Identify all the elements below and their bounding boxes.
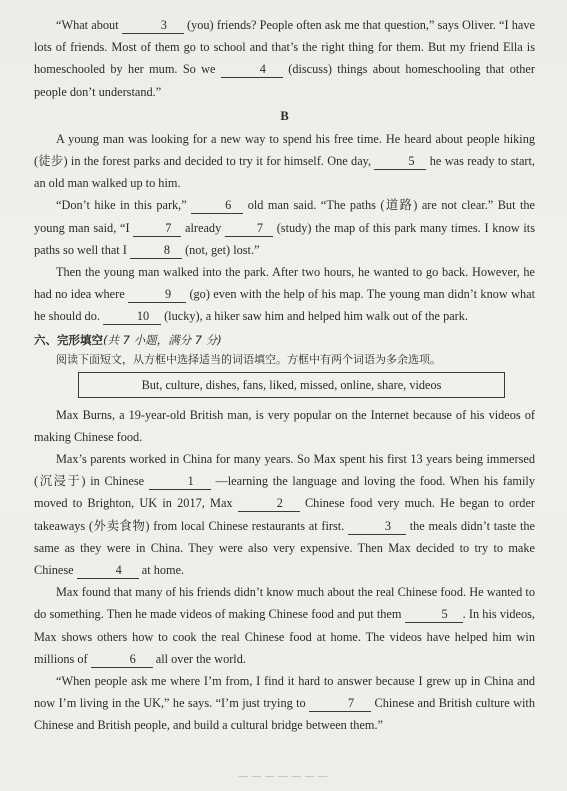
text-run: A young man was looking for a new way to spend his free time. He heard about people hiking (徒步) in the forest parks and decided to try it for himself. One day, <box>34 131 535 169</box>
section-6-heading <box>34 330 535 350</box>
cloze-blank-5[interactable]: 5 <box>405 608 463 623</box>
answer-blank-10[interactable]: 10 <box>103 310 161 325</box>
cloze-blank-6[interactable]: 6 <box>91 653 153 668</box>
answer-blank-7b[interactable]: 7 <box>225 222 273 237</box>
section-6-instructions: 阅读下面短文，从方框中选择适当的词语填空。方框中有两个词语为多余选项。 <box>56 352 441 366</box>
cloze-blank-1[interactable]: 1 <box>149 475 211 490</box>
text-run: (you) friends? People often ask me that question,” says Oliver. “I have lots of friends. Most of them go to school and that’s the right thing for them. But my friend Ella is homeschooled by her mum. So we <box>34 18 535 77</box>
passage-b-paragraph-1 <box>34 128 535 195</box>
text-run: (not, get) lost.” <box>185 242 260 257</box>
text-run: Chinese and British culture with Chinese and British people, and build a cultural bridge between them.” <box>34 696 535 733</box>
text-run: (go) even with the help of his map. The young man didn’t know what he should do. <box>34 287 536 324</box>
text-run: “When people ask me where I’m from, I find it hard to answer because I grew up in China and now I’m living in the UK,” he says. “I’m just trying to <box>34 674 535 711</box>
cloze-paragraph-4 <box>34 670 535 737</box>
text-run: “What about <box>56 18 119 32</box>
text-run: Max’s parents worked in China for many years. So Max spent his first 13 years being immersed (沉浸于) in Chinese <box>34 452 535 489</box>
cloze-blank-4[interactable]: 4 <box>77 564 139 579</box>
text-run: the meals didn’t taste the same as they were in China. They were also very expensive. Then Max decided to try to make Chinese <box>34 518 535 578</box>
answer-blank-5[interactable]: 5 <box>374 155 426 170</box>
word-bank-box: But, culture, dishes, fans, liked, missed, online, share, videos <box>78 372 505 398</box>
text-run: “Don’t hike in this park,” <box>56 198 187 213</box>
answer-blank-4[interactable]: 4 <box>221 63 283 78</box>
text-run: . In his videos, Max shows others how to cook the real Chinese food at home. The videos have helped him win millions of <box>34 607 535 666</box>
cloze-blank-7[interactable]: 7 <box>309 697 371 712</box>
text-run: already <box>185 220 222 235</box>
answer-blank-7a[interactable]: 7 <box>133 222 181 237</box>
section-6-title: 六、完形填空 <box>34 332 103 347</box>
cloze-paragraph-1: Max Burns, a 19-year-old British man, is very popular on the Internet because of his videos of making Chinese food. <box>34 407 535 444</box>
text-run: all over the world. <box>155 651 246 666</box>
text-run: at home. <box>141 563 185 578</box>
text-run: Then the young man walked into the park. After two hours, he wanted to go back. However, he had no idea where <box>34 265 535 302</box>
passage-a-paragraph <box>34 14 535 103</box>
section-6-score: (共 7 小题，满分 7 分) <box>103 332 222 347</box>
cloze-blank-3[interactable]: 3 <box>348 520 406 535</box>
text-run: (discuss) things about homeschooling that other people don’t understand.” <box>34 62 535 99</box>
text-run: (lucky), a hiker saw him and helped him walk out of the park. <box>164 309 468 324</box>
text-run: Max found that many of his friends didn’t know much about the real Chinese food. He wanted to do something. Then he made videos of making Chinese food and put them <box>34 585 535 622</box>
passage-b-paragraph-2 <box>34 194 535 261</box>
text-run: old man said. “The paths (道路) are not clear.” But the young man said, “I <box>34 198 535 235</box>
text-run: (study) the map of this park many times. I know its paths so well that I <box>34 220 535 257</box>
cloze-paragraph-3 <box>34 581 535 670</box>
passage-b-paragraph-3 <box>34 261 535 328</box>
text-run: he was ready to start, an old man walked up to him. <box>34 154 535 191</box>
answer-blank-3[interactable]: 3 <box>122 19 184 34</box>
text-run: Chinese food very much. He began to order takeaways (外卖食物) from local Chinese restaurants at first. <box>34 496 535 533</box>
answer-blank-9[interactable]: 9 <box>128 288 186 303</box>
answer-blank-8[interactable]: 8 <box>130 244 182 259</box>
cloze-blank-2[interactable]: 2 <box>238 497 300 512</box>
answer-blank-6[interactable]: 6 <box>191 199 243 214</box>
cloze-paragraph-2 <box>34 448 535 581</box>
page-footer-smudge: — — — — — — — <box>238 771 329 781</box>
text-run: —learning the language and loving the food. When his family moved to Brighton, UK in 2017, Max <box>34 474 535 511</box>
section-heading-b: B <box>280 108 289 123</box>
